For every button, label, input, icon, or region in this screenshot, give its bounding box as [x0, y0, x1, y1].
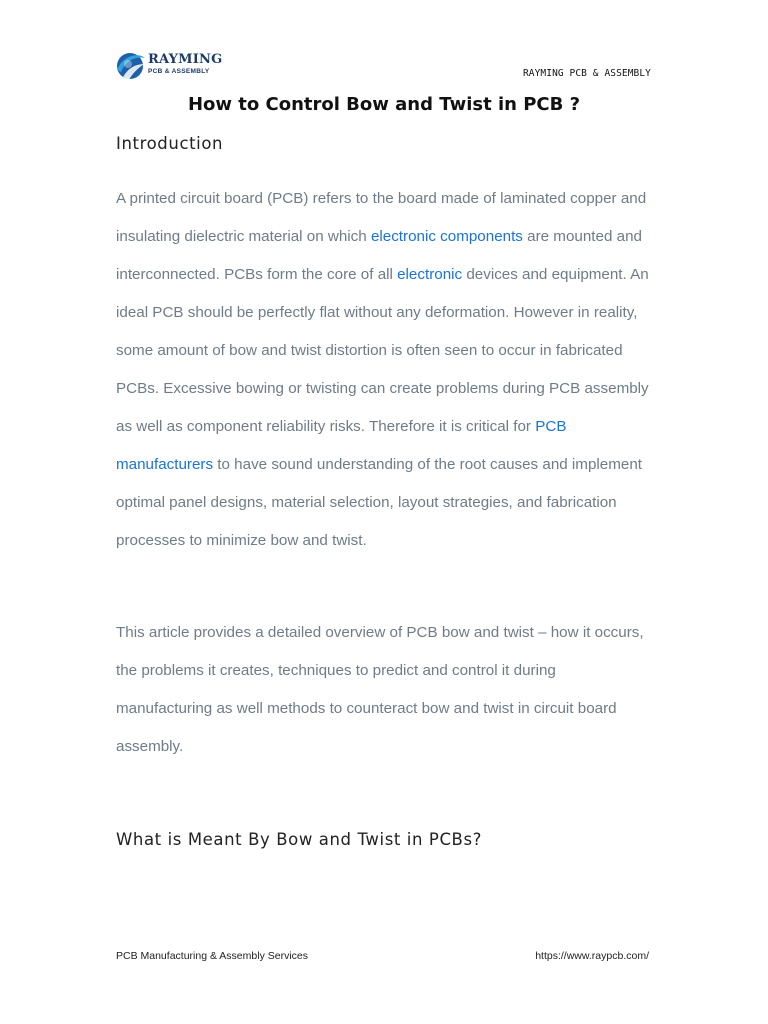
overview-paragraph: This article provides a detailed overview of PCB bow and twist – how it occurs, the problems it creates, techniques to predict and control it during manufacturing as well methods to counteract bow and twist in circuit board assembly.	[116, 624, 644, 755]
header-company-name: RAYMING PCB & ASSEMBLY	[522, 68, 651, 79]
page-title: How to Control Bow and Twist in PCB ?	[187, 94, 581, 115]
electronic-link[interactable]: electronic	[397, 266, 463, 283]
logo-name: RAYMING	[148, 52, 223, 67]
electronic-components-link[interactable]: electronic components	[370, 228, 523, 245]
pcb-manufacturers-link[interactable]: PCB manufacturers	[116, 418, 567, 473]
footer-services: PCB Manufacturing & Assembly Services	[116, 950, 308, 962]
bow-twist-heading: What is Meant By Bow and Twist in PCBs?	[116, 830, 483, 849]
intro-text-1: A printed circuit board (PCB) refers to the board made of laminated copper and insulating dielectric material on which	[116, 190, 647, 245]
company-logo	[114, 50, 223, 82]
intro-text-2: are mounted and interconnected. PCBs form the core of all	[116, 228, 642, 283]
logo-swoosh-icon	[114, 50, 146, 82]
intro-text-3: devices and equipment. An ideal PCB should be perfectly flat without any deformation. However in reality, some amount of bow and twist distortion is often seen to occur in fabricated PCBs. Excessive bowing or twisting can create problems during PCB assembly as well as component reliability risks. Therefore it is critical for	[116, 266, 649, 435]
logo-subtitle: PCB & ASSEMBLY	[148, 68, 210, 75]
footer-url-link[interactable]: https://www.raypcb.com/	[535, 950, 649, 962]
intro-heading: Introduction	[116, 134, 224, 153]
intro-text-4: to have sound understanding of the root causes and implement optimal panel designs, material selection, layout strategies, and fabrication processes to minimize bow and twist.	[116, 456, 642, 549]
intro-paragraph	[116, 180, 654, 560]
